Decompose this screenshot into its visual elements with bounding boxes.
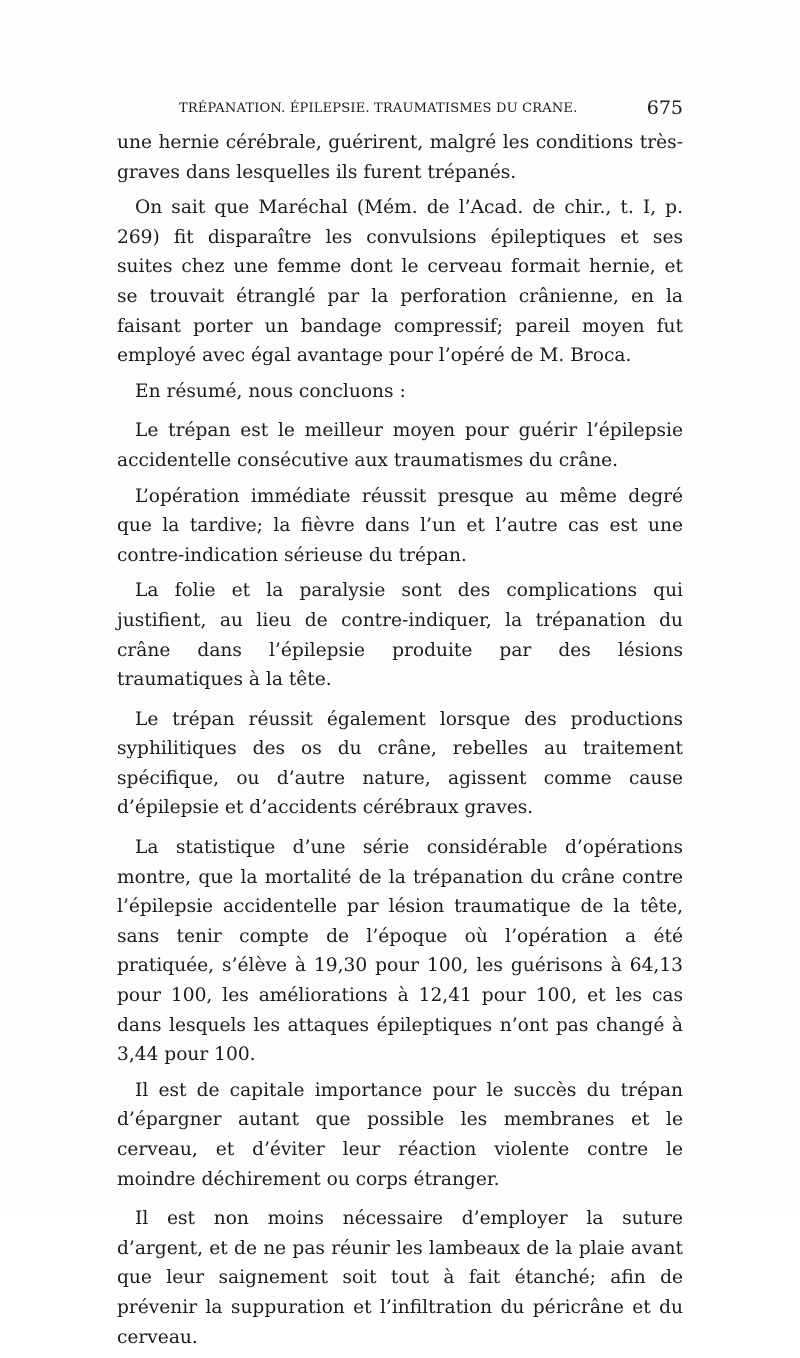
paragraph-statistics: La statistique d’une série considérable d’opérations montre, que la mortalité de la trépanation du crâne contre l’épilepsie accidentelle par lésion traumatique de la tête, sans tenir compte de l’époque où l’opération a été pratiquée, s’élève à 19,30 pour 100, les guérisons à 64,13 pour 100, les améliorations à 12,41 pour 100, et les cas dans lesquels les attaques épileptiques n’ont pas changé à 3,44 pour 100. xyxy=(117,837,683,1066)
paragraph-continuation: une hernie cérébrale, guérirent, malgré les conditions très-graves dans lesquelles ils furent trépanés. xyxy=(117,132,683,183)
body-text xyxy=(117,128,683,1358)
running-title: TRÉPANATION. ÉPILEPSIE. TRAUMATISMES DU CRANE. xyxy=(179,101,578,116)
paragraph-suture: Il est non moins nécessaire d’employer la suture d’argent, et de ne pas réunir les lambeaux de la plaie avant que leur saignement soit tout à fait étanché; afin de prévenir la suppuration et l’infiltration du péricrâne et du cerveau. xyxy=(117,1208,683,1348)
paragraph-membranes: Il est de capitale importance pour le succès du trépan d’épargner autant que possible les membranes et le cerveau, et d’éviter leur réaction violente contre le moindre déchirement ou corps étranger. xyxy=(117,1079,683,1190)
paragraph-marechal: On sait que Maréchal (Mém. de l’Acad. de chir., t. I, p. 269) fit disparaître les convulsions épileptiques et ses suites chez une femme dont le cerveau formait hernie, et se trouvait étranglé par la perforation crânienne, en la faisant porter un bandage compressif; pareil moyen fut employé avec égal avantage pour l’opéré de M. Broca. xyxy=(117,197,683,367)
paragraph-conclusion-3: La folie et la paralysie sont des complications qui justifient, au lieu de contre-indiquer, la trépanation du crâne dans l’épilepsie produite par des lésions traumatiques à la tête. xyxy=(117,580,683,691)
paragraph-conclusion-2: L’opération immédiate réussit presque au même degré que la tardive; la fièvre dans l’un et l’autre cas est une contre-indication sérieuse du trépan. xyxy=(117,485,683,566)
page-number: 675 xyxy=(646,97,683,119)
paragraph-conclusion-1: Le trépan est le meilleur moyen pour guérir l’épilepsie accidentelle consécutive aux traumatismes du crâne. xyxy=(117,420,683,471)
running-head xyxy=(117,99,683,121)
paragraph-summary-intro: En résumé, nous concluons : xyxy=(135,380,406,402)
paragraph-conclusion-4: Le trépan réussit également lorsque des productions syphilitiques des os du crâne, rebelles au traitement spécifique, ou d’autre nature, agissent comme cause d’épilepsie et d’accidents cérébraux graves. xyxy=(117,708,683,819)
